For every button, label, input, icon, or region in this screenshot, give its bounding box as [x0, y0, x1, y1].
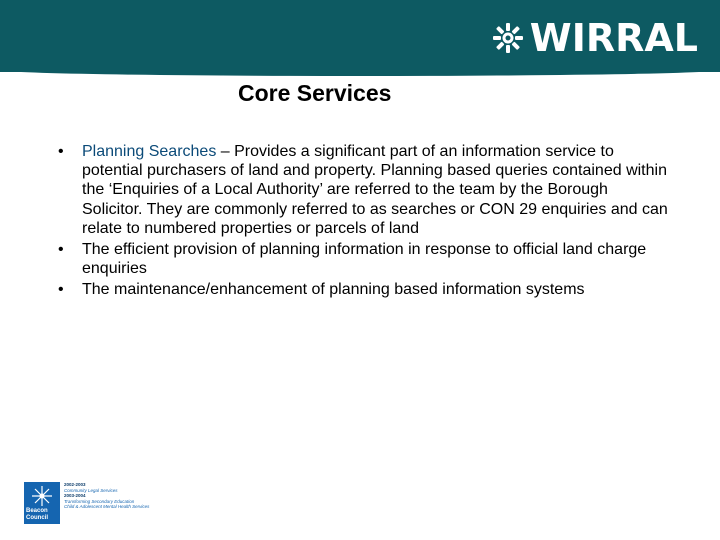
- wirral-logo: [492, 16, 698, 60]
- header-band: [0, 0, 720, 72]
- beacon-awards: [64, 482, 149, 510]
- bullet-text: The efficient provision of planning information in response to official land charge enquiries: [82, 241, 647, 278]
- bullet-item: [58, 280, 668, 299]
- bullet-text: – Provides a significant part of an information service to potential purchasers of land and property. Planning based queries contained within the ‘Enquiries of a Local Authority’ are referred to the team by the Borough Solicitor. They are commonly referred to as searches or CON 29 enquiries and can relate to numbered properties or parcels of land: [82, 143, 668, 237]
- award-years: 2002-2003: [64, 482, 86, 487]
- award-name: Community Legal Services: [64, 487, 118, 493]
- bullet-icon: •: [58, 281, 64, 299]
- bullet-item: [58, 142, 668, 238]
- bullet-list: [58, 142, 668, 302]
- bullet-lead: Planning Searches: [82, 143, 217, 160]
- beacon-star-icon: [28, 484, 56, 508]
- beacon-logo: [24, 482, 60, 524]
- beacon-council-badge: [24, 482, 149, 524]
- bullet-item: [58, 240, 668, 278]
- bullet-text: The maintenance/enhancement of planning based information systems: [82, 281, 585, 299]
- logo-text: WIRRAL: [529, 16, 698, 60]
- bullet-icon: •: [58, 241, 64, 259]
- bullet-icon: •: [58, 143, 64, 160]
- wirral-emblem-icon: [492, 22, 524, 54]
- award-years: 2003-2004: [64, 493, 86, 499]
- award-name: Child & Adolescent Mental Health Services: [64, 504, 150, 510]
- slide-title: Core Services: [238, 80, 392, 106]
- award-name: Transforming Secondary Education: [64, 498, 135, 504]
- beacon-label: Beacon Council: [26, 508, 48, 521]
